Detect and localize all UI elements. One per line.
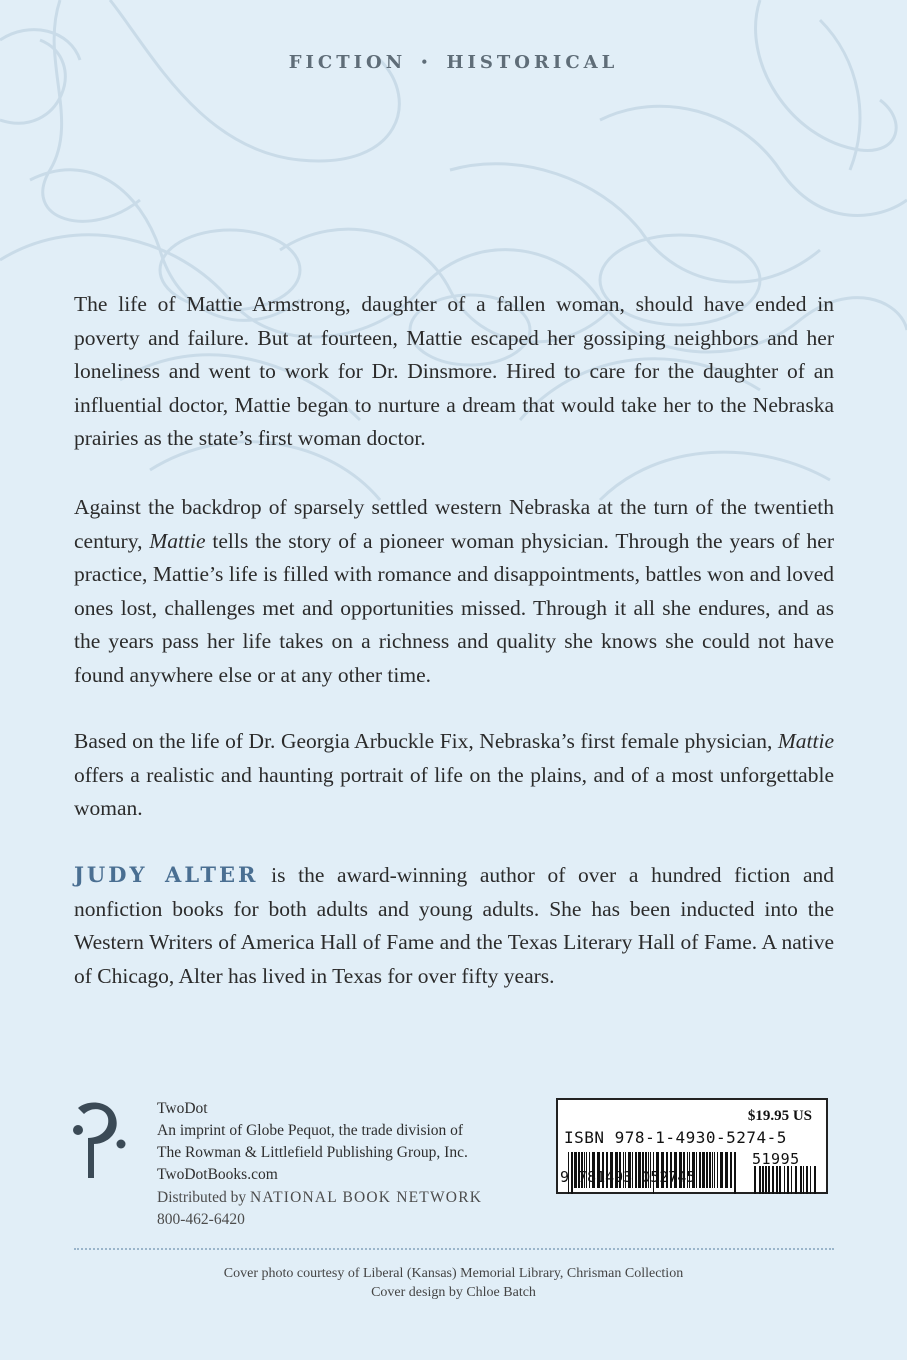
- author-bio-text: is the award-winning author of over a hundred fiction and nonfiction books for both adults and young adults. She has been inducted into the Western Writers of America Hall of Fame and the Texas Literary Hall of Fame. A native of Chicago, Alter has lived in Texas for over fifty years.: [74, 863, 834, 988]
- barcode-bar: [717, 1152, 718, 1188]
- barcode-addon-bar: [795, 1166, 797, 1194]
- barcode-bar: [720, 1152, 723, 1188]
- distributor-name: NATIONAL BOOK NETWORK: [250, 1189, 483, 1206]
- genre-category: [0, 52, 907, 73]
- barcode-bar: [709, 1152, 711, 1188]
- distributed-by-label: Distributed by: [157, 1189, 250, 1206]
- isbn-label: ISBN 978-1-4930-5274-5: [564, 1128, 787, 1147]
- twodot-logo-icon: [72, 1100, 128, 1182]
- publisher-name: TwoDot: [157, 1100, 208, 1117]
- publisher-info: [157, 1098, 537, 1186]
- barcode-addon-bar: [803, 1166, 804, 1194]
- barcode-addon-bar: [772, 1166, 774, 1194]
- barcode-addon-bar: [806, 1166, 808, 1194]
- barcode-bar: [725, 1152, 728, 1188]
- design-credit: Cover design by Chloe Batch: [371, 1285, 536, 1300]
- publisher-group: The Rowman & Littlefield Publishing Group, Inc.: [157, 1144, 468, 1161]
- barcode-addon-bar: [762, 1166, 764, 1194]
- barcode-addon-bar: [814, 1166, 816, 1194]
- barcode-addon-bar: [800, 1166, 802, 1194]
- blurb-paragraph-1: The life of Mattie Armstrong, daughter of a fallen woman, should have ended in poverty and failure. But at fourteen, Mattie escaped her gossiping neighbors and her loneliness and went to work for Dr. Dinsmore. Hired to care for the daughter of an influential doctor, Mattie began to nurture a dream that would take her to the Nebraska prairies as the state’s first woman doctor.: [74, 292, 834, 450]
- barcode-bar: [730, 1152, 732, 1188]
- barcode-bar: [702, 1152, 705, 1188]
- barcode-bar: [734, 1152, 736, 1194]
- barcode-addon-bar: [759, 1166, 761, 1194]
- distributor-info: [157, 1187, 482, 1231]
- barcode-bar: [706, 1152, 708, 1188]
- blurb-p2-end: tells the story of a pioneer woman physician. Through the years of her practice, Mattie’s life is filled with romance and disappointments, battles won and loved ones lost, challenges met and opportunities missed. Through it all she endures, and as the years pass her life takes on a richness and quality she knows she could not have found anywhere else or at any other time.: [74, 528, 834, 687]
- genre-fiction: FICTION: [288, 52, 407, 73]
- genre-historical: HISTORICAL: [446, 52, 619, 73]
- blurb-p3-end: offers a realistic and haunting portrait of life on the plains, and of a most unforgettable woman.: [74, 762, 834, 820]
- barcode-addon-bar: [791, 1166, 792, 1194]
- addon-digits: 51995: [752, 1150, 800, 1168]
- blurb-p3-start: Based on the life of Dr. Georgia Arbuckle Fix, Nebraska’s first female physician,: [74, 729, 778, 753]
- cover-credits: [0, 1264, 907, 1302]
- barcode-addon-bar: [776, 1166, 778, 1194]
- blurb-p2-start: Against the backdrop of sparsely settled western Nebraska at the turn of the twentieth century,: [74, 495, 834, 553]
- price-label: $19.95 US: [747, 1108, 812, 1124]
- photo-credit: Cover photo courtesy of Liberal (Kansas) Memorial Library, Chrisman Collection: [223, 1266, 684, 1281]
- barcode-addon-bar: [779, 1166, 781, 1194]
- book-title-mention: Mattie: [777, 729, 834, 753]
- publisher-website: TwoDotBooks.com: [157, 1166, 278, 1183]
- barcode-addon-bar: [768, 1166, 770, 1194]
- barcode-addon-bar: [765, 1166, 767, 1194]
- barcode-addon-bar: [787, 1166, 789, 1194]
- genre-separator: •: [420, 55, 433, 69]
- book-title-mention: Mattie: [149, 528, 206, 553]
- barcode-addon-bar: [754, 1166, 756, 1194]
- distributor-phone: 800-462-6420: [157, 1211, 245, 1228]
- barcode-addon-bar: [784, 1166, 785, 1194]
- barcode-bar: [714, 1152, 715, 1188]
- barcode-bar: [712, 1152, 713, 1188]
- blurb-paragraph-2: [74, 491, 834, 692]
- barcode-addon-bar: [810, 1166, 811, 1194]
- blurb-paragraph-3: [74, 725, 834, 826]
- author-bio: [74, 858, 834, 993]
- barcode-bar: [696, 1152, 697, 1188]
- dotted-divider: [74, 1248, 834, 1250]
- barcode-bar: [699, 1152, 701, 1188]
- ean-digits: 9 781493 052745: [560, 1168, 696, 1186]
- author-name: JUDY ALTER: [74, 862, 259, 887]
- publisher-imprint: An imprint of Globe Pequot, the trade division of: [157, 1122, 464, 1139]
